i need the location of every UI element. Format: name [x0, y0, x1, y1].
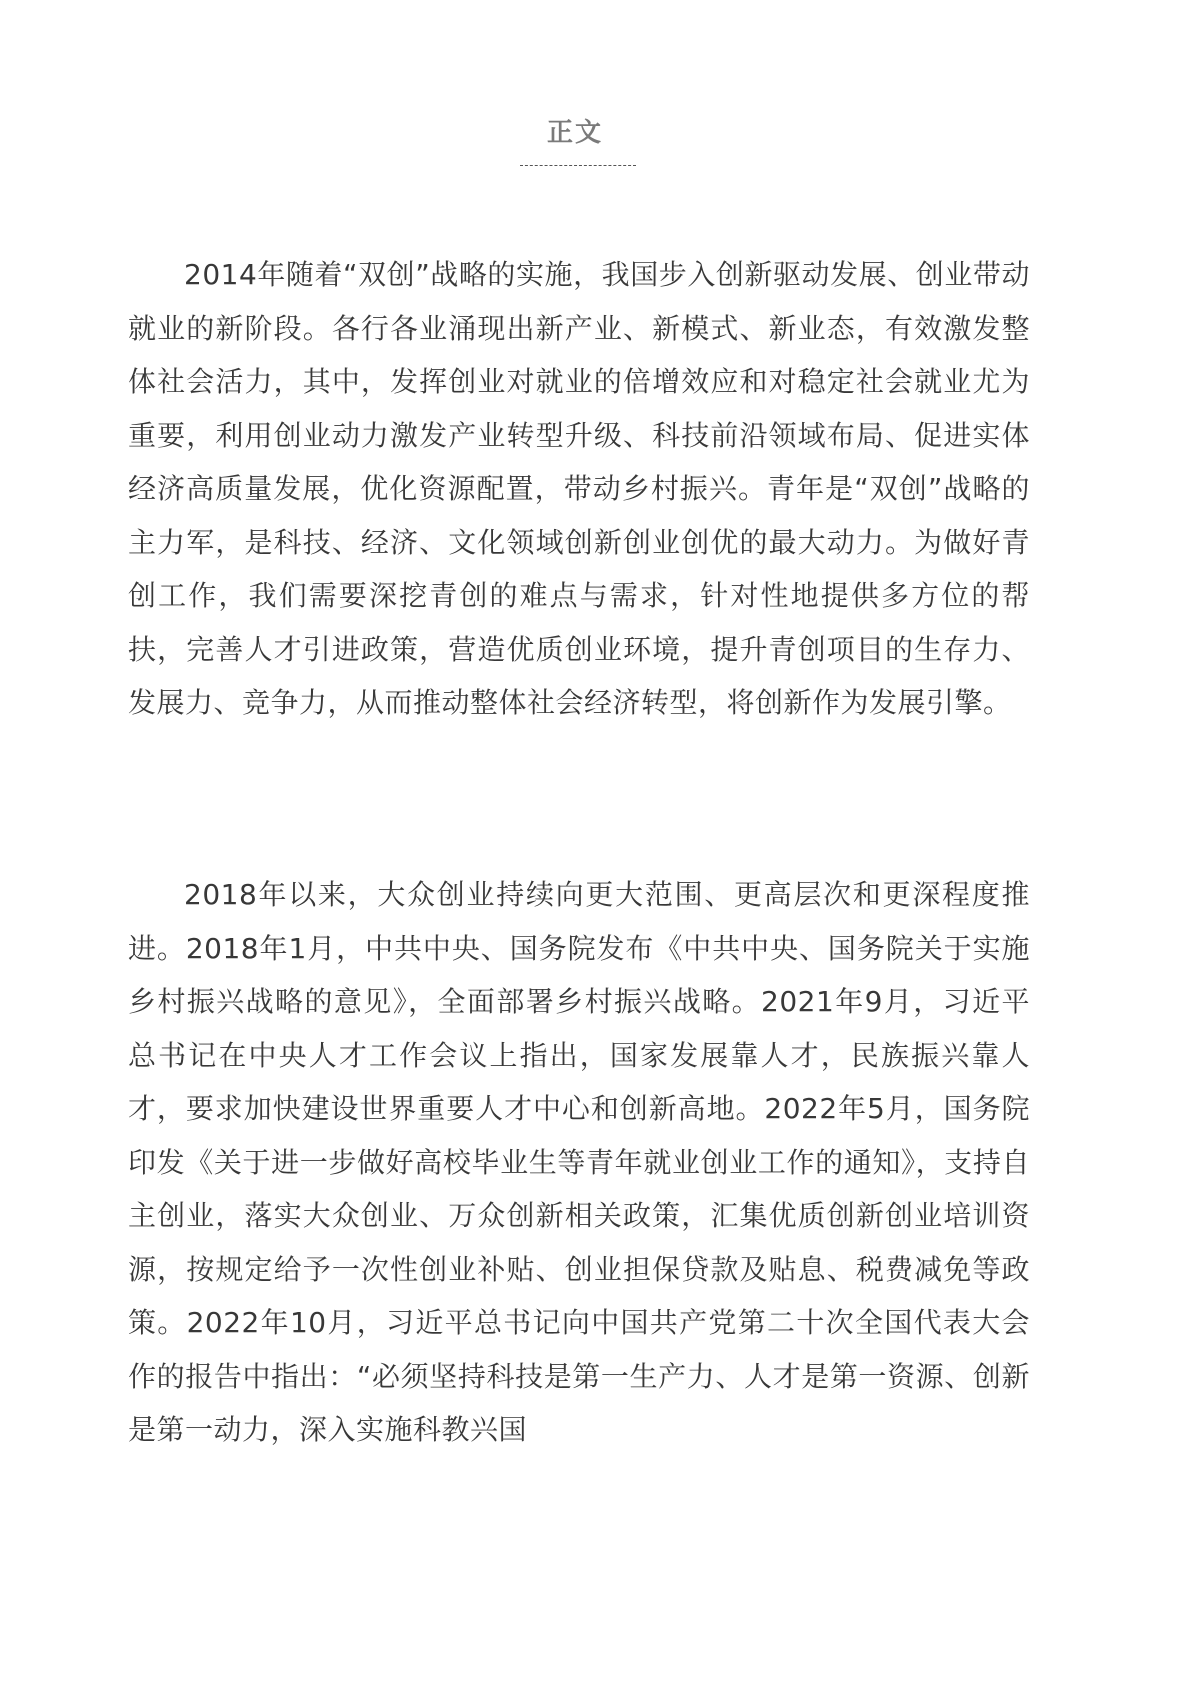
title-divider: [520, 165, 636, 166]
section-title: 正文: [546, 118, 603, 148]
body-paragraph-1: 2014年随着“双创”战略的实施，我国步入创新驱动发展、创业带动就业的新阶段。各行各业涌现出新产业、新模式、新业态，有效激发整体社会活力，其中，发挥创业对就业的倍增效应和对稳定社会就业尤为重要，利用创业动力激发产业转型升级、科技前沿领域布局、促进实体经济高质量发展，优化资源配置，带动乡村振兴。青年是“双创”战略的主力军，是科技、经济、文化领域创新创业创优的最大动力。为做好青创工作，我们需要深挖青创的难点与需求，针对性地提供多方位的帮扶，完善人才引进政策，营造优质创业环境，提升青创项目的生存力、发展力、竞争力，从而推动整体社会经济转型，将创新作为发展引擎。: [128, 258, 1030, 719]
body-paragraph-2: 2018年以来，大众创业持续向更大范围、更高层次和更深程度推进。2018年1月，中共中央、国务院发布《中共中央、国务院关于实施乡村振兴战略的意见》，全面部署乡村振兴战略。2021年9月，习近平总书记在中央人才工作会议上指出，国家发展靠人才，民族振兴靠人才，要求加快建设世界重要人才中心和创新高地。2022年5月，国务院印发《关于进一步做好高校毕业生等青年就业创业工作的通知》，支持自主创业，落实大众创业、万众创新相关政策，汇集优质创新创业培训资源，按规定给予一次性创业补贴、创业担保贷款及贴息、税费减免等政策。2022年10月，习近平总书记向中国共产党第二十次全国代表大会作的报告中指出：“必须坚持科技是第一生产力、人才是第一资源、创新是第一动力，深入实施科教兴国: [128, 878, 1030, 1446]
